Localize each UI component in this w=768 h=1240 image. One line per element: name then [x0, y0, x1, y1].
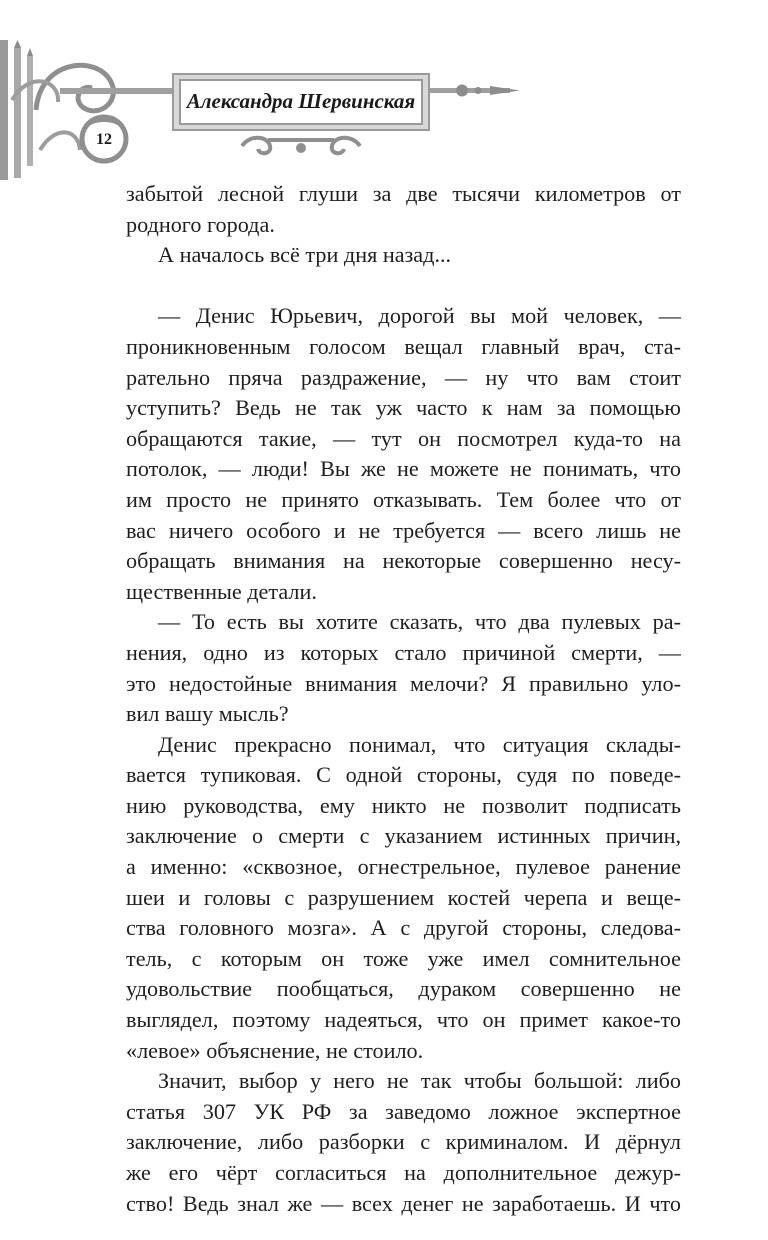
text-line: удовольствие пообщаться, дураком совершенно не	[126, 976, 681, 1002]
text-line: Значит, выбор у него не так чтобы большой: либо	[158, 1068, 681, 1094]
body-text	[126, 179, 681, 1219]
text-line: проникновенным голосом вещал главный врач, ста-	[126, 333, 681, 359]
text-line: им просто не принято отказывать. Тем более что от	[126, 486, 681, 512]
text-line: заключение, либо разборки с криминалом. И дёрнул	[126, 1129, 681, 1155]
text-line: тель, с которым он тоже уже имел сомнительное	[126, 945, 681, 971]
text-line: уступить? Ведь не так уж часто к нам за помощью	[126, 395, 681, 421]
text-line: выглядел, поэтому надеяться, что он примет какое-то	[126, 1007, 681, 1033]
paragraph	[126, 730, 681, 1067]
text-line: родного города.	[126, 211, 275, 237]
text-line: вается тупиковая. С одной стороны, судя по поведе-	[126, 762, 681, 788]
text-line: — То есть вы хотите сказать, что два пулевых ра-	[158, 609, 681, 635]
paragraph	[126, 179, 681, 240]
paragraph	[126, 1066, 681, 1219]
text-line: обращать внимания на некоторые совершенно несу-	[126, 548, 681, 574]
text-line: статья 307 УК РФ за заведомо ложное экспертное	[126, 1098, 681, 1124]
text-line: это недостойные внимания мелочи? Я правильно уло-	[126, 670, 681, 696]
text-line: нения, одно из которых стало причиной смерти, —	[126, 639, 681, 665]
section-break	[126, 271, 681, 302]
text-line: «левое» объяснение, не стоило.	[126, 1037, 424, 1063]
text-line: А началось всё три дня назад...	[158, 242, 452, 268]
text-line: же его чёрт согласиться на дополнительное дежур-	[126, 1160, 681, 1185]
paragraph	[126, 607, 681, 729]
text-line: вил вашу мысль?	[126, 701, 289, 727]
text-line: ства головного мозга». А с другой стороны, следова-	[126, 915, 681, 941]
page-number: 12	[96, 131, 112, 148]
text-line: ство! Ведь знал же — всех денег не заработаешь. И что	[126, 1190, 681, 1216]
paragraph	[126, 240, 681, 271]
text-line: вас ничего особого и не требуется — всего лишь не	[126, 517, 681, 543]
text-line: Денис прекрасно понимал, что ситуация склады-	[158, 731, 681, 757]
text-line: потолок, — люди! Вы же не можете не понимать, что	[126, 456, 681, 482]
text-line: рательно пряча раздражение, — ну что вам стоит	[126, 364, 681, 390]
running-header-author: Александра Шервинская	[186, 88, 416, 113]
text-line: заключение о смерти с указанием истинных причин,	[126, 823, 681, 849]
text-line: шеи и головы с разрушением костей черепа и веще-	[126, 884, 681, 910]
text-line: щественные детали.	[126, 578, 317, 604]
text-line: обращаются такие, — тут он посмотрел куда-то на	[126, 425, 681, 451]
text-line: — Денис Юрьевич, дорогой вы мой человек, —	[158, 303, 681, 329]
text-line: забытой лесной глуши за две тысячи километров от	[126, 181, 681, 206]
paragraph	[126, 301, 681, 607]
text-line: нию руководства, ему никто не позволит подписать	[126, 792, 681, 818]
text-line: а именно: «сквозное, огнестрельное, пулевое ранение	[126, 854, 681, 880]
